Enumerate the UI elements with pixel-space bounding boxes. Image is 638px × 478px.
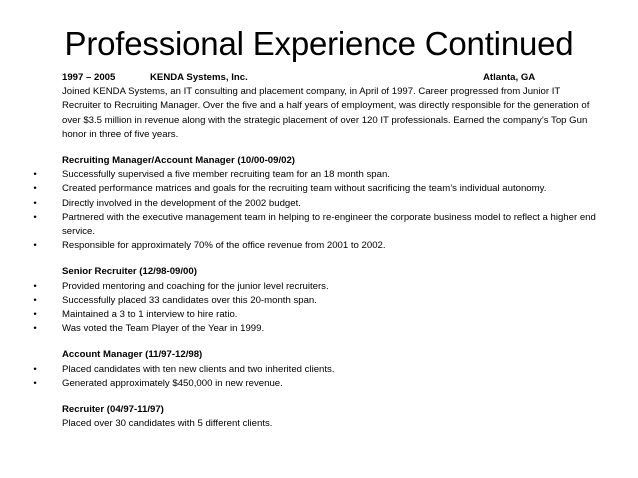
list-item-text: Generated approximately $450,000 in new revenue. (62, 377, 283, 389)
bullet-icon: • (33, 240, 37, 252)
list-item (33, 239, 596, 253)
employer-header (62, 71, 596, 85)
employment-dates: 1997 – 2005 (62, 72, 116, 83)
list-item (33, 168, 596, 182)
list-item (33, 182, 596, 196)
list-item (33, 322, 596, 336)
role-description: Placed over 30 candidates with 5 different clients. (62, 418, 273, 430)
role-title: Recruiter (04/97-11/97) (62, 404, 164, 416)
bullet-icon: • (33, 323, 37, 335)
list-item (33, 294, 596, 308)
list-item (33, 308, 596, 322)
role-title: Recruiting Manager/Account Manager (10/00-09/02) (62, 155, 295, 166)
bullet-icon: • (33, 211, 37, 223)
list-item (33, 363, 596, 377)
bullet-icon: • (33, 309, 37, 321)
list-item-text: Successfully supervised a five member recruiting team for an 18 month span. (62, 169, 390, 181)
list-item-text: Was voted the Team Player of the Year in 1999. (62, 323, 265, 335)
bullet-icon: • (33, 294, 37, 306)
list-item-text: Created performance matrices and goals for the recruiting team without sacrificing the team’s individual autonomy. (62, 183, 547, 195)
list-item (33, 197, 596, 211)
list-item-text: Responsible for approximately 70% of the office revenue from 2001 to 2002. (62, 240, 386, 252)
employer-summary: Joined KENDA Systems, an IT consulting and placement company, in April of 1997. Career progressed from Junior IT Recruiter to Recruiting Manager. Over the five and a half years of employment, was directly responsible for the generation of over $3.5 million in revenue along with the strategic placement of over 120 IT professionals. Earned the company’s Top Gun honor in three of five years. (62, 86, 590, 140)
slide-title: Professional Experience Continued (64, 25, 574, 62)
bullet-icon: • (33, 377, 37, 389)
list-item (33, 280, 596, 294)
role-title: Senior Recruiter (12/98-09/00) (62, 266, 197, 278)
bullet-icon: • (33, 169, 37, 181)
list-item (33, 211, 596, 239)
bullet-icon: • (33, 280, 37, 292)
bullet-icon: • (33, 197, 37, 209)
role-title: Account Manager (11/97-12/98) (62, 349, 203, 361)
company-location: Atlanta, GA (483, 72, 536, 83)
bullet-icon: • (33, 363, 37, 375)
list-item-text: Maintained a 3 to 1 interview to hire ratio. (62, 309, 238, 321)
bullet-icon: • (33, 183, 37, 195)
list-item-text: Partnered with the executive management team in helping to re-engineer the corporate business model to reflect a higher end service. (62, 211, 596, 238)
list-item (33, 377, 596, 391)
company-name: KENDA Systems, Inc. (150, 72, 248, 83)
list-item-text: Successfully placed 33 candidates over this 20-month span. (62, 294, 317, 306)
slide-body (33, 71, 596, 431)
list-item-text: Provided mentoring and coaching for the junior level recruiters. (62, 280, 329, 292)
list-item-text: Directly involved in the development of the 2002 budget. (62, 197, 301, 209)
list-item-text: Placed candidates with ten new clients and two inherited clients. (62, 363, 335, 375)
